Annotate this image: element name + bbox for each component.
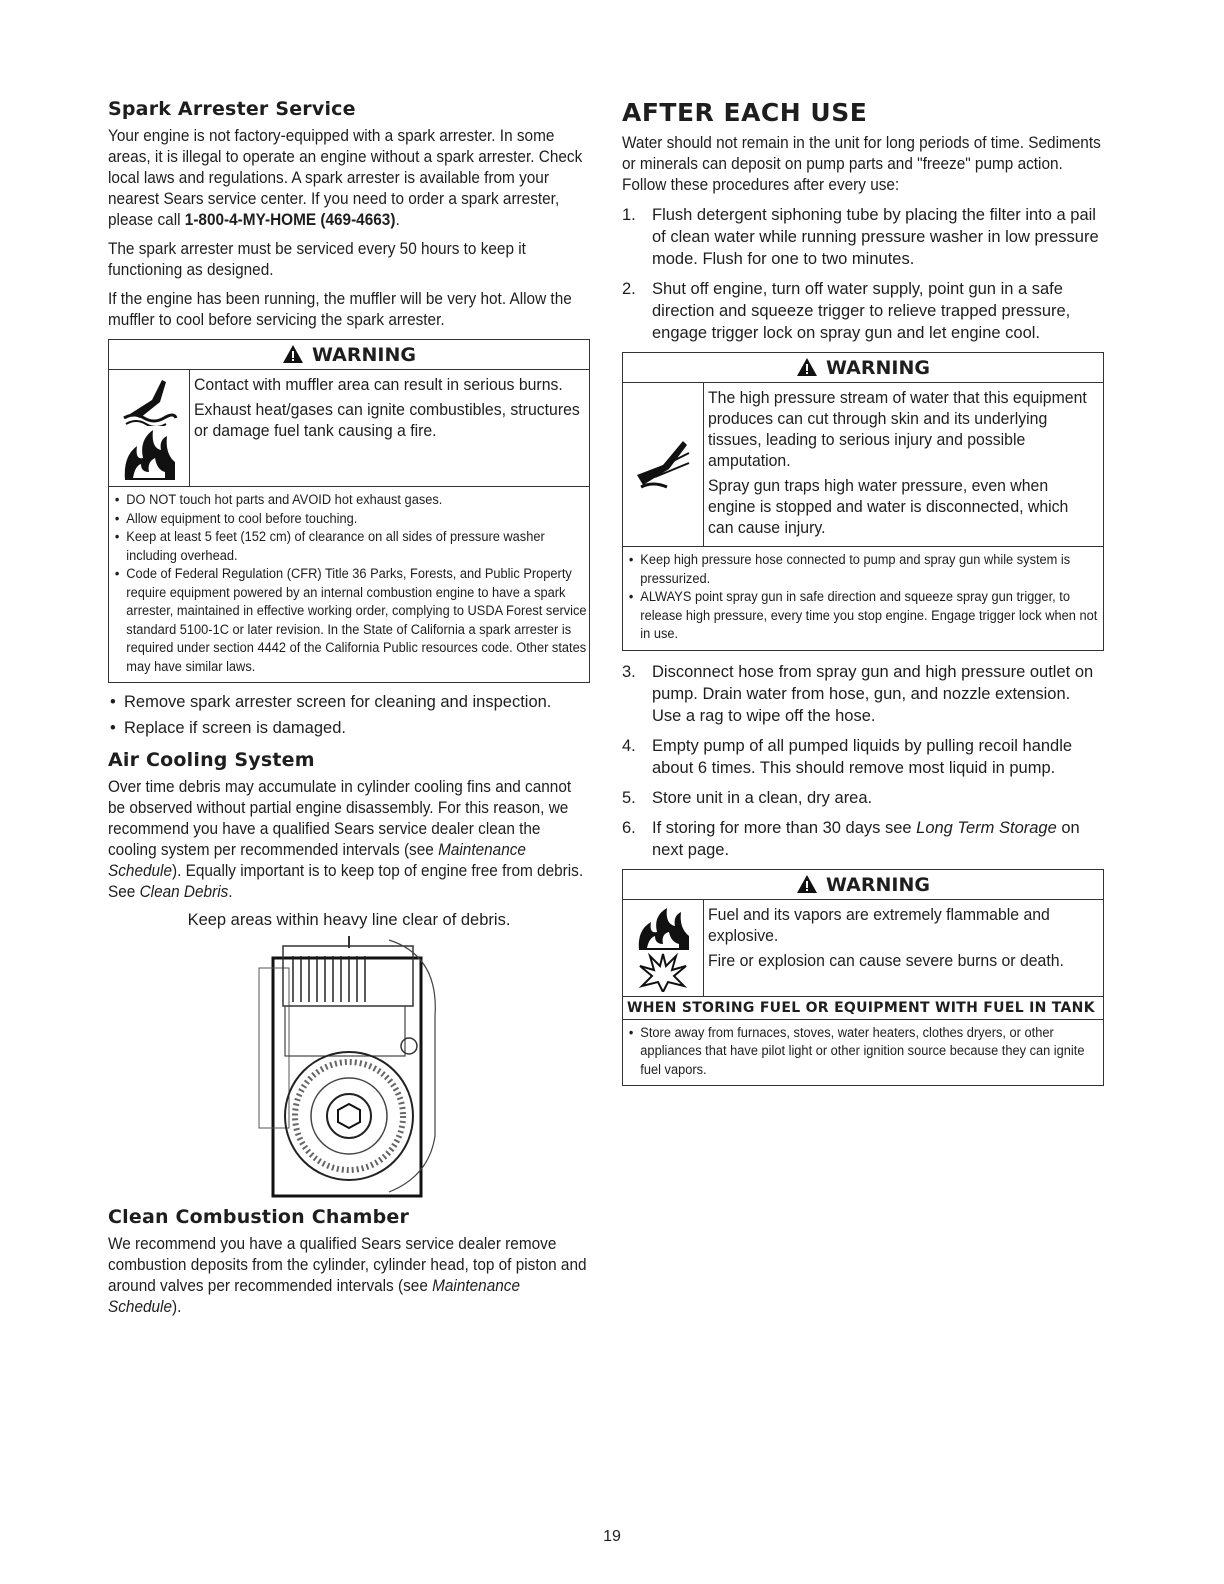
list-item: 5. Store unit in a clean, dry area. bbox=[622, 788, 873, 807]
muffler-warning-box bbox=[108, 339, 590, 683]
list-item: 6. If storing for more than 30 days see Long Term Storage on next page. bbox=[622, 818, 1080, 859]
list-item: • Remove spark arrester screen for cleaning and inspection. bbox=[108, 689, 590, 715]
warning-bullets bbox=[109, 487, 589, 682]
injection-hazard-icon bbox=[633, 435, 693, 495]
air-cooling-heading: Air Cooling System bbox=[108, 749, 315, 771]
spark-arrester-bullets bbox=[108, 689, 590, 741]
steps-list-b bbox=[622, 661, 1104, 861]
warning-text-high-pressure: The high pressure stream of water that this equipment produces can cut through skin and its underlying tissues, leading to serious injury and possible amputation. bbox=[708, 388, 1087, 470]
warning-bullets bbox=[623, 1020, 1103, 1086]
warning-triangle-icon bbox=[796, 874, 818, 894]
clean-combustion-paragraph: We recommend you have a qualified Sears service dealer remove combustion deposits from the cylinder, cylinder head, top of piston and around valves per recommended intervals (see Maintenance Schedule). bbox=[108, 1235, 587, 1316]
spark-arrester-heading: Spark Arrester Service bbox=[108, 98, 356, 120]
after-each-use-heading: AFTER EACH USE bbox=[622, 98, 868, 127]
list-item: 4. Empty pump of all pumped liquids by pulling recoil handle about 6 times. This should remove most liquid in pump. bbox=[622, 736, 1073, 777]
warning-triangle-icon bbox=[282, 344, 304, 364]
page-number: 19 bbox=[603, 1528, 621, 1545]
after-each-use-intro: Water should not remain in the unit for long periods of time. Sediments or minerals can deposit on pump parts and "freeze" pump action. Follow these procedures after every use: bbox=[622, 134, 1101, 194]
list-item: • ALWAYS point spray gun in safe direction and squeeze spray gun trigger, to release high pressure, every time you stop engine. Engage trigger lock when not in use. bbox=[627, 588, 1107, 644]
warning-text-exhaust: Exhaust heat/gases can ignite combustibles, structures or damage fuel tank causing a fire. bbox=[194, 400, 580, 440]
fire-hazard-icon bbox=[633, 904, 693, 952]
warning-text-explosion: Fire or explosion can cause severe burns or death. bbox=[708, 950, 1064, 970]
air-cooling-paragraph: Over time debris may accumulate in cylinder cooling fins and cannot be observed without partial engine disassembly. For this reason, we recommend you have a qualified Sears service dealer clean the cooling system per recommended intervals (see Maintenance Schedule). Equally important is to keep top of engine free from debris. See Clean Debris. bbox=[108, 778, 584, 901]
explosion-icon bbox=[638, 952, 688, 992]
maintenance-schedule-reference: Maintenance Schedule bbox=[108, 841, 526, 880]
steps-list-a bbox=[622, 204, 1104, 344]
list-item: • Store away from furnaces, stoves, water heaters, clothes dryers, or other appliances that have pilot light or other ignition source because they can ignite fuel vapors. bbox=[627, 1024, 1107, 1080]
list-item: 3. Disconnect hose from spray gun and high pressure outlet on pump. Drain water from hose, gun, and nozzle extension. Use a rag to wipe off the hose. bbox=[622, 662, 1094, 725]
clean-combustion-heading: Clean Combustion Chamber bbox=[108, 1206, 410, 1228]
list-item: • DO NOT touch hot parts and AVOID hot exhaust gases. bbox=[113, 491, 593, 510]
fuel-warning-box bbox=[622, 869, 1104, 1087]
left-column bbox=[108, 98, 590, 1326]
warning-bullets bbox=[623, 547, 1103, 650]
list-item: • Replace if screen is damaged. bbox=[108, 715, 590, 741]
warning-header: WARNING bbox=[109, 340, 589, 370]
list-item: 2. Shut off engine, turn off water supply, point gun in a safe direction and squeeze trigger to relieve trapped pressure, engage trigger lock on spray gun and let engine cool. bbox=[622, 280, 1071, 342]
long-term-storage-reference: Long Term Storage bbox=[916, 818, 1057, 837]
list-item: • Code of Federal Regulation (CFR) Title 36 Parks, Forests, and Public Property require equipment powered by an internal combustion engine to have a spark arrester, maintained in effective working order, complying to USDA Forest service standard 5100-1C or later revision. In the State of California a spark arrester is required under section 4442 of the California Public resources code. Other states may have similar laws. bbox=[113, 565, 593, 676]
warning-header: WARNING bbox=[623, 870, 1103, 900]
list-item: • Keep high pressure hose connected to pump and spray gun while system is pressurized. bbox=[627, 551, 1107, 588]
list-item: • Keep at least 5 feet (152 cm) of clearance on all sides of pressure washer including overhead. bbox=[113, 528, 593, 565]
engine-figure-caption: Keep areas within heavy line clear of debris. bbox=[187, 911, 511, 929]
warning-text-spray-gun: Spray gun traps high water pressure, even when engine is stopped and water is disconnected, which can cause injury. bbox=[708, 476, 1069, 537]
list-item: • Allow equipment to cool before touching. bbox=[113, 510, 593, 529]
spark-arrester-paragraph-1: Your engine is not factory-equipped with a spark arrester. In some areas, it is illegal to operate an engine without a spark arrester. Check local laws and regulations. A spark arrester is available from your nearest Sears service center. If you need to order a spark arrester, please call 1-800-4-MY-HOME (469-4663). bbox=[108, 127, 583, 229]
fire-hazard-icon bbox=[119, 426, 179, 482]
list-item: 1. Flush detergent siphoning tube by placing the filter into a pail of clean water while running pressure washer in low pressure mode. Flush for one to two minutes. bbox=[622, 206, 1099, 268]
maintenance-schedule-reference: Maintenance Schedule bbox=[108, 1277, 520, 1316]
clean-debris-reference: Clean Debris bbox=[139, 883, 229, 901]
warning-header: WARNING bbox=[623, 353, 1103, 383]
spark-arrester-paragraph-2: The spark arrester must be serviced every 50 hours to keep it functioning as designed. bbox=[108, 240, 526, 279]
high-pressure-warning-box bbox=[622, 352, 1104, 651]
hot-surface-icon bbox=[120, 374, 178, 426]
warning-triangle-icon bbox=[796, 357, 818, 377]
right-column bbox=[622, 98, 1104, 1092]
warning-text-fuel: Fuel and its vapors are extremely flammable and explosive. bbox=[708, 904, 1050, 945]
warning-text-burns: Contact with muffler area can result in serious burns. bbox=[194, 375, 563, 394]
fuel-storage-subheading: WHEN STORING FUEL OR EQUIPMENT WITH FUEL IN TANK bbox=[623, 997, 1103, 1020]
spark-arrester-paragraph-3: If the engine has been running, the muffler will be very hot. Allow the muffler to cool before servicing the spark arrester. bbox=[108, 290, 572, 329]
engine-diagram bbox=[239, 936, 459, 1198]
phone-number: 1-800-4-MY-HOME (469-4663) bbox=[184, 211, 396, 229]
